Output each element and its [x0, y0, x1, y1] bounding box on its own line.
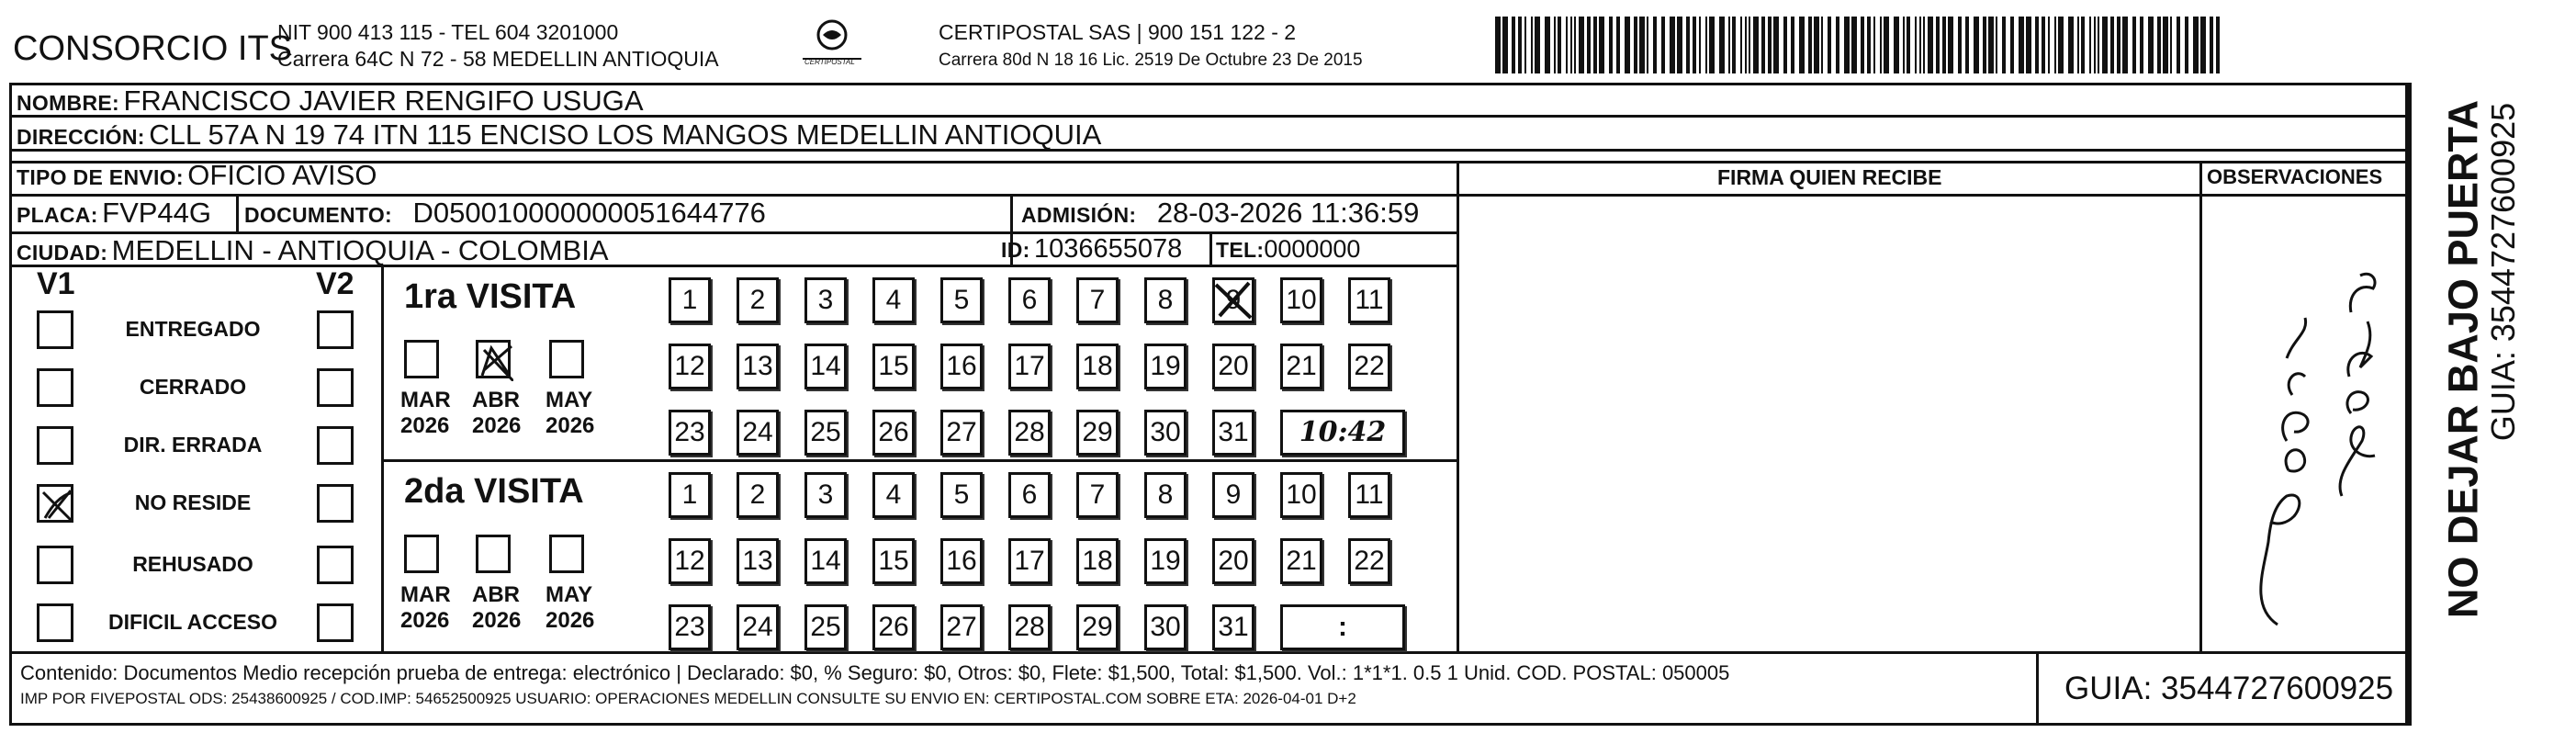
time-value: : [1338, 612, 1347, 642]
year-label: 2026 [546, 413, 595, 438]
day-box[interactable] [1280, 344, 1322, 389]
carrier-line: CERTIPOSTAL SAS | 900 151 122 - 2 [939, 20, 1297, 44]
day-number: 23 [674, 417, 705, 447]
company-address: Carrera 64C N 72 - 58 MEDELLIN ANTIOQUIA [277, 47, 719, 71]
day-number: 14 [810, 351, 841, 381]
month-checkbox[interactable] [549, 340, 584, 378]
year-label: 2026 [472, 608, 522, 633]
direccion-row [17, 120, 1101, 149]
tipo-label: TIPO DE ENVIO: [17, 165, 184, 189]
tel-row [1216, 237, 1360, 262]
day-box[interactable] [1144, 344, 1187, 389]
day-number: 3 [817, 479, 834, 510]
tipo-value: OFICIO AVISO [187, 159, 377, 191]
side-guia-text: GUIA: 3544727600925 [2484, 102, 2522, 442]
tipo-row [17, 161, 377, 189]
year-label: 2026 [472, 413, 522, 438]
day-number: 13 [742, 546, 773, 576]
day-number: 15 [878, 351, 909, 381]
day-box[interactable] [737, 410, 779, 456]
day-box[interactable] [872, 604, 915, 650]
ciudad-label: CIUDAD: [17, 241, 108, 265]
day-number: 10 [1286, 479, 1317, 510]
day-box[interactable] [1144, 604, 1187, 650]
day-box[interactable] [1076, 344, 1119, 389]
month-checkbox[interactable] [404, 535, 439, 573]
day-number: 27 [946, 417, 977, 447]
documento-row [244, 198, 766, 227]
day-number: 18 [1082, 546, 1113, 576]
day-box[interactable] [1008, 538, 1051, 584]
month-checkbox[interactable] [476, 535, 511, 573]
firma-label: FIRMA QUIEN RECIBE [1717, 165, 1942, 189]
nombre-label: NOMBRE: [17, 91, 119, 115]
day-number: 4 [885, 479, 902, 510]
day-box[interactable] [804, 410, 847, 456]
day-number: 5 [953, 479, 970, 510]
v1-label: V1 [37, 266, 75, 301]
day-box[interactable] [1212, 538, 1254, 584]
day-number: 8 [1157, 479, 1174, 510]
day-number: 31 [1218, 612, 1249, 642]
day-box[interactable] [737, 472, 779, 518]
day-box[interactable] [737, 344, 779, 389]
day-number: 7 [1089, 285, 1106, 315]
day-number: 31 [1218, 417, 1249, 447]
day-box[interactable] [737, 604, 779, 650]
barcode-bars [1495, 17, 2224, 73]
day-box[interactable] [1008, 472, 1051, 518]
day-box[interactable] [804, 344, 847, 389]
day-box[interactable] [872, 538, 915, 584]
day-number: 23 [674, 612, 705, 642]
day-box[interactable] [1348, 538, 1390, 584]
day-number: 2 [749, 285, 766, 315]
day-number: 15 [878, 546, 909, 576]
day-box[interactable] [1348, 344, 1390, 389]
month-checkbox[interactable] [404, 340, 439, 378]
day-number: 30 [1150, 612, 1181, 642]
day-box[interactable] [1076, 277, 1119, 323]
direccion-label: DIRECCIÓN: [17, 125, 145, 149]
day-number: 14 [810, 546, 841, 576]
day-number: 17 [1014, 351, 1045, 381]
day-box[interactable] [1144, 538, 1187, 584]
day-number: 26 [878, 612, 909, 642]
id-label: ID: [1001, 238, 1030, 262]
month-checkbox[interactable] [549, 535, 584, 573]
year-label: 2026 [400, 608, 450, 633]
day-box[interactable] [1076, 538, 1119, 584]
documento-label: DOCUMENTO: [244, 203, 393, 227]
day-box[interactable] [1348, 472, 1390, 518]
month-label: ABR [472, 582, 520, 607]
day-number: 12 [674, 351, 705, 381]
day-box[interactable] [669, 410, 711, 456]
day-number: 22 [1354, 546, 1385, 576]
day-box[interactable] [669, 472, 711, 518]
day-box[interactable] [940, 472, 983, 518]
tel-label: TEL: [1216, 238, 1265, 262]
observaciones-label: OBSERVACIONES [2207, 165, 2383, 188]
day-box[interactable] [1008, 277, 1051, 323]
status-option-label: DIR. ERRADA [123, 433, 263, 457]
no-dejar-text: NO DEJAR BAJO PUERTA [2439, 99, 2487, 619]
day-number: 28 [1014, 612, 1045, 642]
status-option-label: CERRADO [139, 375, 247, 399]
v2-checkbox[interactable] [317, 603, 354, 642]
day-box[interactable] [1144, 410, 1187, 456]
direccion-value: CLL 57A N 19 74 ITN 115 ENCISO LOS MANGOS MEDELLIN ANTIOQUIA [149, 118, 1102, 151]
day-box[interactable] [872, 472, 915, 518]
day-number: 9 [1225, 479, 1242, 510]
day-number: 24 [742, 417, 773, 447]
month-label: MAY [546, 582, 593, 607]
day-number: 19 [1150, 351, 1181, 381]
day-box[interactable] [1280, 538, 1322, 584]
day-number: 29 [1082, 612, 1113, 642]
day-box[interactable] [1144, 277, 1187, 323]
day-number: 26 [878, 417, 909, 447]
placa-value: FVP44G [102, 197, 212, 229]
day-number: 7 [1089, 479, 1106, 510]
day-box[interactable] [1280, 277, 1322, 323]
status-option-label: ENTREGADO [125, 317, 261, 341]
day-box[interactable] [1212, 277, 1254, 323]
day-number: 21 [1286, 351, 1317, 381]
status-option-label: NO RESIDE [134, 490, 252, 514]
day-box[interactable] [940, 538, 983, 584]
barcode [1495, 17, 2224, 73]
day-box[interactable] [1212, 472, 1254, 518]
day-number: 16 [946, 546, 977, 576]
carrier-address: Carrera 80d N 18 16 Lic. 2519 De Octubre 23 De 2015 [939, 51, 1363, 70]
id-row [1001, 236, 1182, 263]
day-number: 30 [1150, 417, 1181, 447]
day-box[interactable] [669, 604, 711, 650]
day-number: 20 [1218, 546, 1249, 576]
day-box[interactable] [669, 344, 711, 389]
day-number: 17 [1014, 546, 1045, 576]
day-number: 2 [749, 479, 766, 510]
side-text [2415, 88, 2522, 630]
year-label: 2026 [546, 608, 595, 633]
day-box[interactable] [940, 344, 983, 389]
company-name: CONSORCIO ITS [13, 29, 293, 68]
day-box[interactable] [669, 538, 711, 584]
admision-row [1021, 198, 1419, 227]
v2-checkbox[interactable] [317, 546, 354, 584]
contenido-text: Contenido: Documentos Medio recepción prueba de entrega: electrónico | Declarado: $0, % Seguro: $0, Otros: $0, Flete: $1,500, Total: $1,500. Vol.: 1*1*1. 0.5 1 Unid. COD. POSTAL: 050005 [20, 661, 1730, 684]
day-box[interactable] [1008, 604, 1051, 650]
v2-checkbox[interactable] [317, 310, 354, 349]
ciudad-row [17, 236, 609, 265]
v2-label: V2 [316, 266, 354, 301]
status-option-label: REHUSADO [132, 552, 253, 576]
day-box[interactable] [737, 538, 779, 584]
ciudad-value: MEDELLIN - ANTIOQUIA - COLOMBIA [111, 234, 609, 266]
day-number: 8 [1157, 285, 1174, 315]
day-box[interactable] [1008, 344, 1051, 389]
logo-text: CERTIPOSTAL [804, 58, 855, 66]
day-number: 25 [810, 612, 841, 642]
day-number: 18 [1082, 351, 1113, 381]
day-box[interactable] [669, 277, 711, 323]
day-number: 13 [742, 351, 773, 381]
admision-value: 28-03-2026 11:36:59 [1156, 197, 1420, 229]
nombre-value: FRANCISCO JAVIER RENGIFO USUGA [123, 85, 644, 117]
day-number: 22 [1354, 351, 1385, 381]
day-number: 6 [1021, 479, 1038, 510]
visit-title: 1ra VISITA [404, 277, 577, 316]
day-number: 24 [742, 612, 773, 642]
day-number: 25 [810, 417, 841, 447]
day-box[interactable] [804, 604, 847, 650]
day-number: 1 [681, 285, 698, 315]
day-box[interactable] [1348, 277, 1390, 323]
day-box[interactable] [872, 410, 915, 456]
day-number: 12 [674, 546, 705, 576]
day-box[interactable] [872, 344, 915, 389]
day-box[interactable] [940, 410, 983, 456]
day-box[interactable] [1280, 472, 1322, 518]
documento-value: D050010000000051644776 [412, 197, 766, 229]
day-number: 3 [817, 285, 834, 315]
day-box[interactable] [940, 604, 983, 650]
footer-guia: GUIA: 3544727600925 [2064, 671, 2394, 706]
month-label: MAR [400, 582, 451, 607]
tel-value: 0000000 [1264, 235, 1361, 263]
observation-signature [2213, 230, 2397, 634]
day-box[interactable] [1008, 410, 1051, 456]
day-number: 4 [885, 285, 902, 315]
month-label: MAY [546, 388, 593, 412]
month-label: ABR [472, 388, 520, 412]
day-box[interactable] [1212, 344, 1254, 389]
v2-checkbox[interactable] [317, 426, 354, 465]
day-number: 5 [953, 285, 970, 315]
day-box[interactable] [1076, 472, 1119, 518]
time-box[interactable] [1280, 410, 1405, 456]
day-number: 11 [1355, 285, 1384, 315]
nombre-row [17, 86, 644, 115]
check-mark-icon [1212, 277, 1254, 323]
imp-text: IMP POR FIVEPOSTAL ODS: 25438600925 / COD.IMP: 54652500925 USUARIO: OPERACIONES MEDELLIN CONSULTE SU ENVIO EN: CERTIPOSTAL.COM SOBRE ETA: 2026-04-01 D+2 [20, 690, 1356, 707]
day-number: 29 [1082, 417, 1113, 447]
day-number: 10 [1286, 285, 1317, 315]
certipostal-logo [797, 18, 867, 72]
day-box[interactable] [804, 277, 847, 323]
nit-line: NIT 900 413 115 - TEL 604 3201000 [277, 20, 619, 44]
visit-title: 2da VISITA [404, 472, 584, 511]
day-number: 19 [1150, 546, 1181, 576]
admision-label: ADMISIÓN: [1021, 203, 1137, 227]
day-box[interactable] [1212, 604, 1254, 650]
day-number: 28 [1014, 417, 1045, 447]
day-box[interactable] [872, 277, 915, 323]
day-box[interactable] [940, 277, 983, 323]
year-label: 2026 [400, 413, 450, 438]
day-number: 27 [946, 612, 977, 642]
day-box[interactable] [1076, 410, 1119, 456]
day-box[interactable] [804, 472, 847, 518]
placa-label: PLACA: [17, 203, 98, 227]
time-value: 10:42 [1299, 416, 1387, 448]
day-number: 21 [1286, 546, 1317, 576]
day-box[interactable] [1076, 604, 1119, 650]
v2-checkbox[interactable] [317, 368, 354, 407]
v2-checkbox[interactable] [317, 484, 354, 523]
time-box[interactable] [1280, 604, 1405, 650]
month-label: MAR [400, 388, 451, 412]
check-mark-icon [478, 343, 513, 381]
day-box[interactable] [1144, 472, 1187, 518]
day-box[interactable] [1212, 410, 1254, 456]
day-number: 1 [681, 479, 698, 510]
day-number: 9 [1225, 285, 1242, 315]
month-checkbox[interactable] [476, 340, 511, 378]
day-number: 16 [946, 351, 977, 381]
day-number: 20 [1218, 351, 1249, 381]
day-box[interactable] [804, 538, 847, 584]
status-option-label: DIFICIL ACCESO [107, 610, 277, 634]
placa-row [17, 198, 211, 227]
id-value: 1036655078 [1034, 234, 1183, 264]
day-number: 11 [1355, 479, 1384, 510]
day-number: 6 [1021, 285, 1038, 315]
day-box[interactable] [737, 277, 779, 323]
